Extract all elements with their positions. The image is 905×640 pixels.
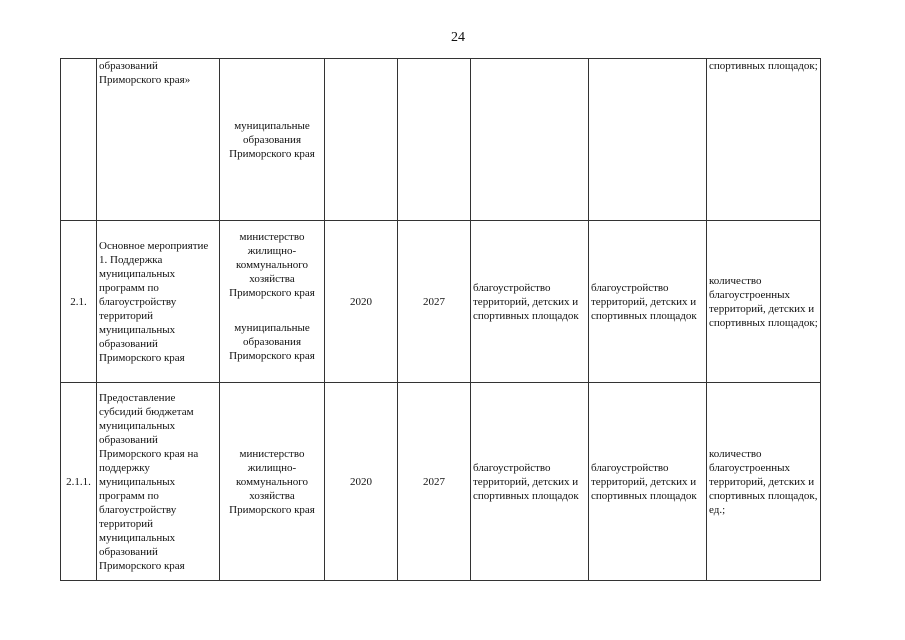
- executor: муниципальные образования Приморского края: [229, 119, 315, 160]
- start-year: 2020: [325, 383, 398, 581]
- table-row: [61, 221, 821, 383]
- measure-name: образований Приморского края»: [97, 59, 220, 221]
- indicator: количество благоустроенных территорий, детских и спортивных площадок;: [707, 221, 821, 383]
- executor: министерство жилищно-коммунального хозяйства Приморского края: [229, 230, 315, 299]
- table-row: [61, 383, 821, 581]
- row-number: [61, 59, 97, 221]
- row-number: 2.1.: [61, 221, 97, 383]
- executor-cell: [220, 221, 325, 383]
- start-year: [325, 59, 398, 221]
- indicator: количество благоустроенных территорий, детских и спортивных площадок, ед.;: [707, 383, 821, 581]
- expected-result-short: благоустройство территорий, детских и спортивных площадок: [471, 383, 589, 581]
- end-year: 2027: [398, 383, 471, 581]
- end-year: [398, 59, 471, 221]
- executor-cell: [220, 59, 325, 221]
- expected-result-long: благоустройство территорий, детских и спортивных площадок: [589, 383, 707, 581]
- executor: министерство жилищно-коммунального хозяйства Приморского края: [220, 383, 325, 581]
- end-year: 2027: [398, 221, 471, 383]
- measure-name: Основное мероприятие 1. Поддержка муниципальных программ по благоустройству территорий муниципальных образований Приморского края: [97, 221, 220, 383]
- indicator: спортивных площадок;: [707, 59, 821, 221]
- page-number: 24: [451, 30, 465, 45]
- expected-result-short: [471, 59, 589, 221]
- row-number: 2.1.1.: [61, 383, 97, 581]
- start-year: 2020: [325, 221, 398, 383]
- expected-result-short: благоустройство территорий, детских и спортивных площадок: [471, 221, 589, 383]
- program-table: [60, 58, 821, 581]
- expected-result-long: [589, 59, 707, 221]
- expected-result-long: благоустройство территорий, детских и спортивных площадок: [589, 221, 707, 383]
- table-row: [61, 59, 821, 221]
- measure-name: Предоставление субсидий бюджетам муниципальных образований Приморского края на поддержку муниципальных программ по благоустройству территорий муниципальных образований Приморского края: [97, 383, 220, 581]
- executor: муниципальные образования Приморского края: [229, 321, 315, 362]
